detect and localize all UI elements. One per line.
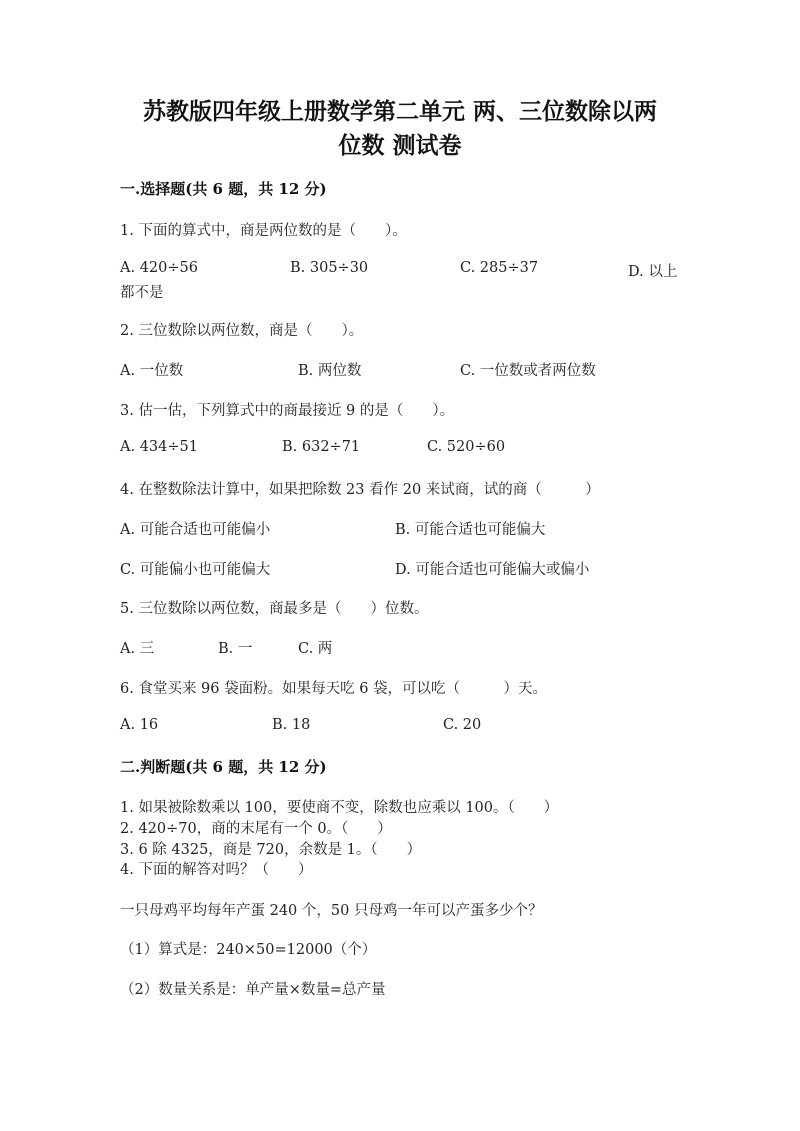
- judgment-problem-statement: 一只母鸡平均每年产蛋 240 个，50 只母鸡一年可以产蛋多少个？: [120, 903, 543, 919]
- q6-option-b: B. 18: [272, 717, 311, 733]
- judgment-item-3: 3. 6 除 4325，商是 720，余数是 1。（ ）: [120, 842, 422, 858]
- q4-option-a: A. 可能合适也可能偏小: [120, 522, 271, 538]
- judgment-item-2: 2. 420÷70，商的末尾有一个 0。（ ）: [120, 821, 392, 837]
- solution-step-1: （1）算式是：240×50=12000（个）: [120, 942, 377, 958]
- question-5: 5. 三位数除以两位数，商最多是（ ）位数。: [120, 601, 429, 617]
- q5-option-a: A. 三: [120, 641, 155, 657]
- question-2: 2. 三位数除以两位数，商是（ ）。: [120, 323, 364, 339]
- judgment-item-1: 1. 如果被除数乘以 100，要使商不变，除数也应乘以 100。（ ）: [120, 800, 559, 816]
- q2-option-c: C. 一位数或者两位数: [460, 363, 596, 379]
- q4-option-b: B. 可能合适也可能偏大: [395, 522, 546, 538]
- q6-option-c: C. 20: [443, 717, 482, 733]
- q4-option-c: C. 可能偏小也可能偏大: [120, 562, 271, 578]
- question-1: 1. 下面的算式中，商是两位数的是（ ）。: [120, 223, 407, 239]
- q1-option-a: A. 420÷56: [120, 260, 198, 276]
- question-3: 3. 估一估，下列算式中的商最接近 9 的是（ ）。: [120, 403, 455, 419]
- q1-option-d: D. 以上: [628, 264, 678, 280]
- q1-option-b: B. 305÷30: [290, 260, 369, 276]
- q3-option-c: C. 520÷60: [427, 439, 506, 455]
- document-title-line-1: 苏教版四年级上册数学第二单元 两、三位数除以两: [142, 98, 657, 125]
- section-heading-choice: 一.选择题(共 6 题，共 12 分): [120, 180, 327, 198]
- q1-option-d-continued: 都不是: [120, 285, 164, 301]
- q5-option-b: B. 一: [218, 641, 253, 657]
- question-4: 4. 在整数除法计算中，如果把除数 23 看作 20 来试商，试的商（ ）: [120, 482, 600, 498]
- document-title-line-2: 位数 测试卷: [338, 132, 462, 159]
- q5-option-c: C. 两: [298, 641, 333, 657]
- solution-step-2: （2）数量关系是：单产量×数量=总产量: [120, 982, 386, 998]
- judgment-item-4: 4. 下面的解答对吗？（ ）: [120, 862, 313, 878]
- q1-option-c: C. 285÷37: [460, 260, 539, 276]
- q2-option-a: A. 一位数: [120, 363, 184, 379]
- q6-option-a: A. 16: [120, 717, 159, 733]
- q3-option-a: A. 434÷51: [120, 439, 198, 455]
- q4-option-d: D. 可能合适也可能偏大或偏小: [395, 562, 590, 578]
- q3-option-b: B. 632÷71: [282, 439, 361, 455]
- q2-option-b: B. 两位数: [298, 363, 362, 379]
- section-heading-judgment: 二.判断题(共 6 题，共 12 分): [120, 758, 327, 776]
- question-6: 6. 食堂买来 96 袋面粉。如果每天吃 6 袋，可以吃（ ）天。: [120, 681, 548, 697]
